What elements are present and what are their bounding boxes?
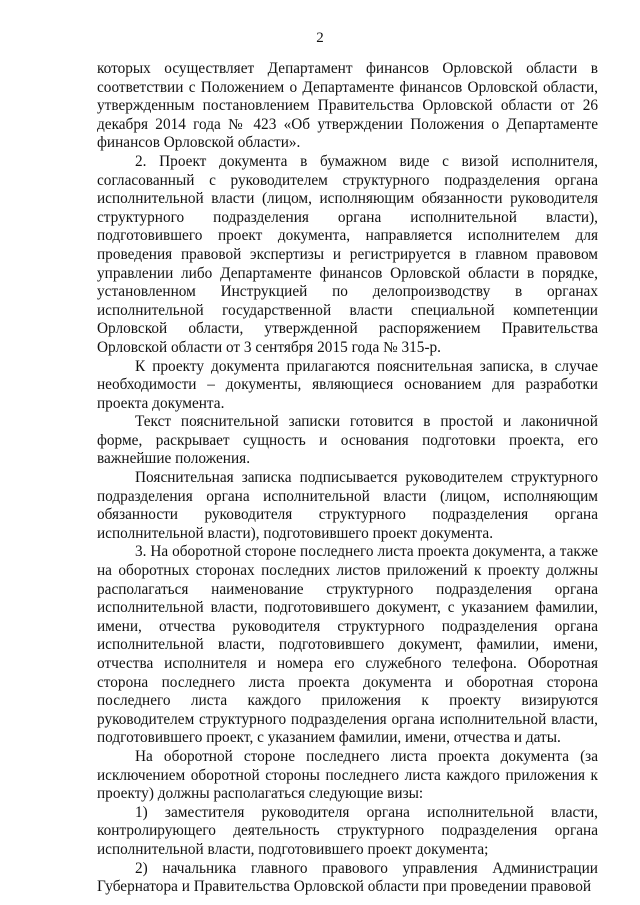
paragraph-item-3: 3. На оборотной стороне последнего листа проекта документа, а также на оборотных сторонах последних листов приложений к проекту должны располагаться наименование структурного подразделения органа исполнительной власти, подготовившего документ, с указанием фамилии, имени, отчества руководителя структурного подразделения органа исполнительной власти, подготовившего документ, фамилии, имени, отчества исполнителя и номера его служебного телефона. Оборотная сторона последнего листа проекта документа и оборотная сторона последнего листа каждого приложения к проекту визируются руководителем структурного подразделения органа исполнительной власти, подготовившего проект, с указанием фамилии, имени, отчества и даты. — [97, 543, 598, 747]
paragraph-visa-2: 2) начальника главного правового управления Администрации Губернатора и Правительства Орловской области при проведении правовой — [97, 859, 598, 896]
page-number: 2 — [316, 30, 324, 46]
paragraph-attachments: К проекту документа прилагаются пояснительная записка, в случае необходимости – документы, являющиеся основанием для разработки проекта документа. — [97, 357, 598, 412]
paragraph-continuation: которых осуществляет Департамент финансов Орловской области в соответствии с Положением о Департаменте финансов Орловской области, утвержденным постановлением Правительства Орловской области от 26 декабря 2014 года № 423 «Об утверждении Положения о Департаменте финансов Орловской области». — [97, 60, 598, 152]
paragraph-note-text: Текст пояснительной записки готовится в простой и лаконичной форме, раскрывает сущность и основания подготовки проекта, его важнейшие положения. — [97, 413, 598, 468]
paragraph-item-2: 2. Проект документа в бумажном виде с визой исполнителя, согласованный с руководителем структурного подразделения органа исполнительной власти (лицом, исполняющим обязанности руководителя структурного подразделения органа исполнительной власти), подготовившего проект документа, направляется исполнителем для проведения правовой экспертизы и регистрируется в главном правовом управлении либо Департаменте финансов Орловской области в порядке, установленном Инструкцией по делопроизводству в органах исполнительной государственной власти специальной компетенции Орловской области, утвержденной распоряжением Правительства Орловской области от 3 сентября 2015 года № 315-р. — [97, 152, 598, 356]
paragraph-visas-intro: На оборотной стороне последнего листа проекта документа (за исключением оборотной стороны последнего листа каждого приложения к проекту) должны располагаться следующие визы: — [97, 747, 598, 803]
document-body — [97, 60, 598, 897]
paragraph-visa-1: 1) заместителя руководителя органа исполнительной власти, контролирующего деятельность структурного подразделения органа исполнительной власти, подготовившего проект документа; — [97, 803, 598, 858]
paragraph-note-signature: Пояснительная записка подписывается руководителем структурного подразделения органа исполнительной власти (лицом, исполняющим обязанности руководителя структурного подразделения органа исполнительной власти), подготовившего проект документа. — [97, 469, 598, 542]
